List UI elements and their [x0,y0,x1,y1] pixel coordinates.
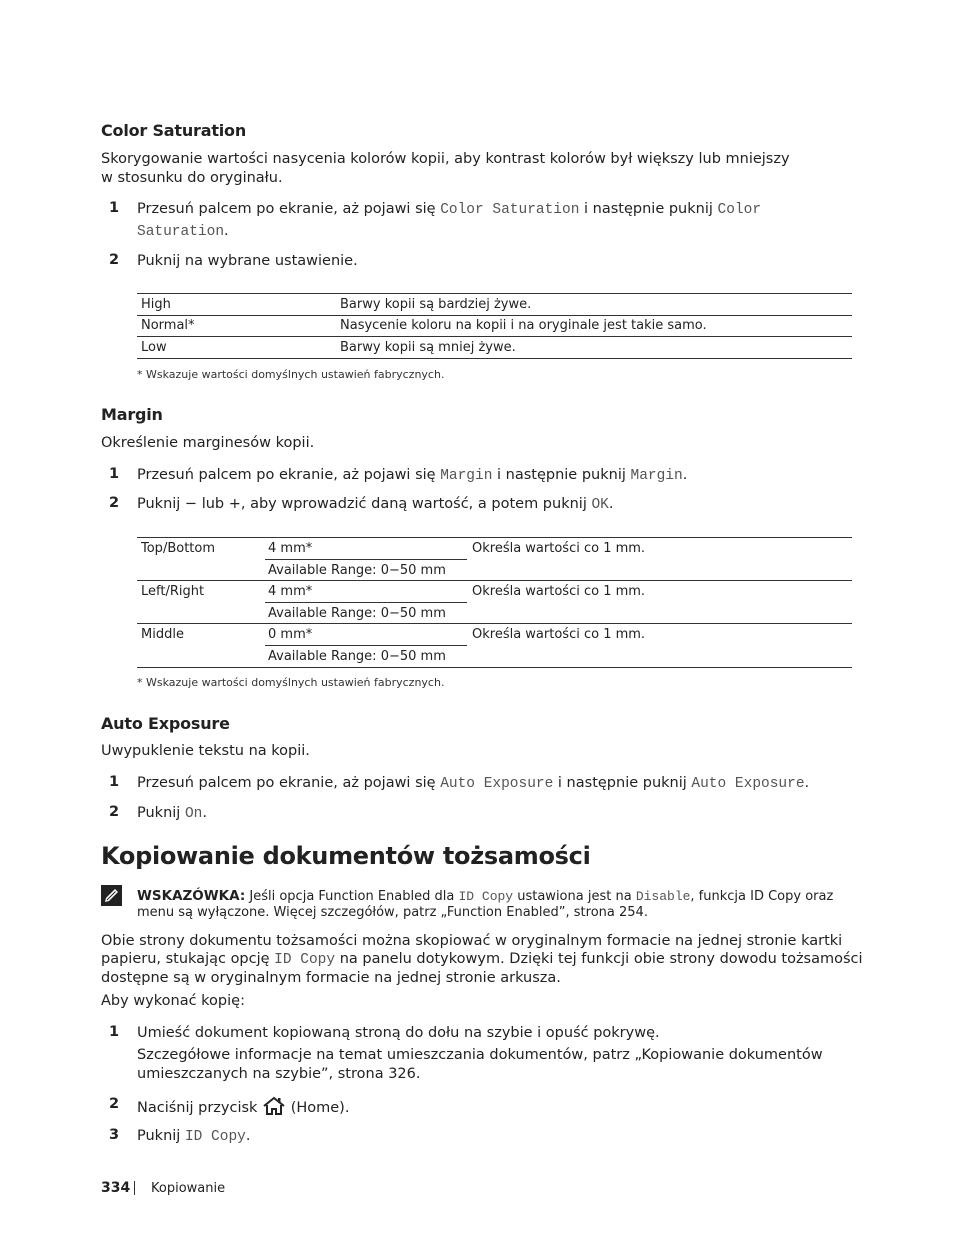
section-heading-margin: Margin [101,405,163,424]
note-label: WSKAZÓWKA: [137,888,246,904]
step-text-part: Puknij [137,805,181,821]
ui-option-name: Color [717,202,762,218]
ui-option-name: ID Copy [184,1129,246,1145]
color-saturation-intro-line1: Skorygowanie wartości nasycenia kolorów kopii, aby kontrast kolorów był większy lub mniejszy [101,151,790,167]
table-footnote: * Wskazuje wartości domyślnych ustawień fabrycznych. [137,676,445,689]
table-cell-description: Barwy kopii są mniej żywe. [340,340,516,355]
table-cell-setting: Low [141,340,167,355]
table-cell-description: Określa wartości co 1 mm. [472,627,646,642]
table-rule [137,315,852,316]
punctuation: . [608,496,614,512]
section-heading-color-saturation: Color Saturation [101,121,247,140]
table-cell-setting: Normal* [141,318,195,333]
id-copy-paragraph-line2 [101,950,863,970]
step-subtext-line1: Szczegółowe informacje na temat umieszczania dokumentów, patrz „Kopiowanie dokumentów [137,1047,823,1063]
ui-option-name: Margin [630,468,683,484]
step-text: Umieść dokument kopiowaną stroną do dołu na szybie i opuść pokrywę. [137,1025,660,1041]
table-rule [265,645,467,646]
table-rule [137,580,852,581]
punctuation: . [682,467,688,483]
step-number: 1 [109,1024,120,1040]
step-text-part: Puknij [137,1128,181,1144]
note-line1 [137,888,833,904]
step-number: 2 [109,495,120,511]
step-text-part: Naciśnij przycisk [137,1100,258,1116]
punctuation: . [245,1128,251,1144]
punctuation: . [224,223,229,239]
ui-option-name: Disable [635,889,691,904]
id-copy-paragraph2: Aby wykonać kopię: [101,993,245,1009]
table-rule [137,667,852,668]
ui-option-name: Saturation [137,224,225,240]
step-text-part: i następnie puknij [584,201,713,217]
ui-option-name: On [184,806,203,822]
table-cell-value: 0 mm* [268,627,313,642]
table-cell-description: Określa wartości co 1 mm. [472,541,646,556]
ui-option-name: Margin [440,468,493,484]
step-number: 1 [109,466,120,482]
step-number: 1 [109,774,120,790]
ui-option-name: Color Saturation [440,202,580,218]
step-subtext-line2: umieszczanych na szybie”, strona 326. [137,1066,421,1082]
table-cell-setting: Top/Bottom [141,541,216,556]
note-pencil-icon [101,885,122,906]
table-footnote: * Wskazuje wartości domyślnych ustawień fabrycznych. [137,368,445,381]
id-copy-paragraph-line1: Obie strony dokumentu tożsamości można skopiować w oryginalnym formacie na jednej stronie kartki [101,933,843,949]
table-cell-setting: Middle [141,627,184,642]
table-cell-range: Available Range: 0−50 mm [268,649,446,664]
note-text-part: Jeśli opcja Function Enabled dla [249,889,455,904]
table-cell-description: Barwy kopii są bardziej żywe. [340,297,532,312]
step-text [137,1127,250,1147]
home-icon [262,1096,286,1116]
table-cell-setting: Left/Right [141,584,205,599]
table-rule [137,336,852,337]
step-text-continued [137,222,229,242]
table-cell-range: Available Range: 0−50 mm [268,606,446,621]
table-rule [137,537,852,538]
step-text-part: Przesuń palcem po ekranie, aż pojawi się [137,201,436,217]
note-text-part: , funkcja ID Copy oraz [690,889,834,904]
table-rule [265,602,467,603]
step-text-part: Puknij − lub +, aby wprowadzić daną wartość, a potem puknij [137,496,587,512]
section-heading-auto-exposure: Auto Exposure [101,714,230,733]
id-copy-paragraph-line3: dostępne są w oryginalnym formacie na jednej stronie arkusza. [101,970,561,986]
table-cell-value: 4 mm* [268,584,313,599]
ui-option-name: OK [591,497,609,513]
step-text-part: i następnie puknij [557,775,687,791]
step-text-part: Przesuń palcem po ekranie, aż pojawi się [137,467,436,483]
paragraph-part: papieru, stukając opcję [101,951,270,967]
note-text-part: ustawiona jest na [517,889,632,904]
table-rule [137,623,852,624]
punctuation: . [804,775,810,791]
step-number: 2 [109,1096,120,1112]
step-number: 2 [109,804,120,820]
step-text-part: i następnie puknij [497,467,626,483]
table-rule [137,293,852,294]
footer-section-name: Kopiowanie [151,1181,226,1196]
paragraph-part: na panelu dotykowym. Dzięki tej funkcji obie strony dowodu tożsamości [339,951,863,967]
auto-exposure-intro: Uwypuklenie tekstu na kopii. [101,743,310,759]
margin-intro: Określenie marginesów kopii. [101,435,315,451]
step-text-part: (Home). [290,1100,350,1116]
table-cell-setting: High [141,297,171,312]
step-number: 1 [109,200,120,216]
page-number: 334 [101,1180,131,1196]
step-text-part: Przesuń palcem po ekranie, aż pojawi się [137,775,436,791]
table-cell-description: Nasycenie koloru na kopii i na oryginale jest takie samo. [340,318,707,333]
note-line2: menu są wyłączone. Więcej szczegółów, patrz „Function Enabled”, strona 254. [137,905,648,920]
step-text [137,495,613,515]
table-rule [137,358,852,359]
ui-option-name: ID Copy [458,889,514,904]
step-text [137,774,809,794]
chapter-title: Kopiowanie dokumentów tożsamości [101,842,591,870]
punctuation: . [202,805,207,821]
step-number: 2 [109,252,120,268]
step-text [137,200,761,220]
table-cell-description: Określa wartości co 1 mm. [472,584,646,599]
step-text [137,466,687,486]
color-saturation-intro-line2: w stosunku do oryginału. [101,170,283,186]
step-number: 3 [109,1127,120,1143]
ui-option-name: Auto Exposure [691,776,805,792]
table-cell-value: 4 mm* [268,541,313,556]
step-text [137,804,207,824]
step-text: Puknij na wybrane ustawienie. [137,253,358,269]
table-cell-range: Available Range: 0−50 mm [268,563,446,578]
footer-divider [134,1181,135,1195]
step-text [137,1096,349,1118]
table-rule [265,559,467,560]
ui-option-name: Auto Exposure [440,776,554,792]
ui-option-name: ID Copy [274,952,336,968]
